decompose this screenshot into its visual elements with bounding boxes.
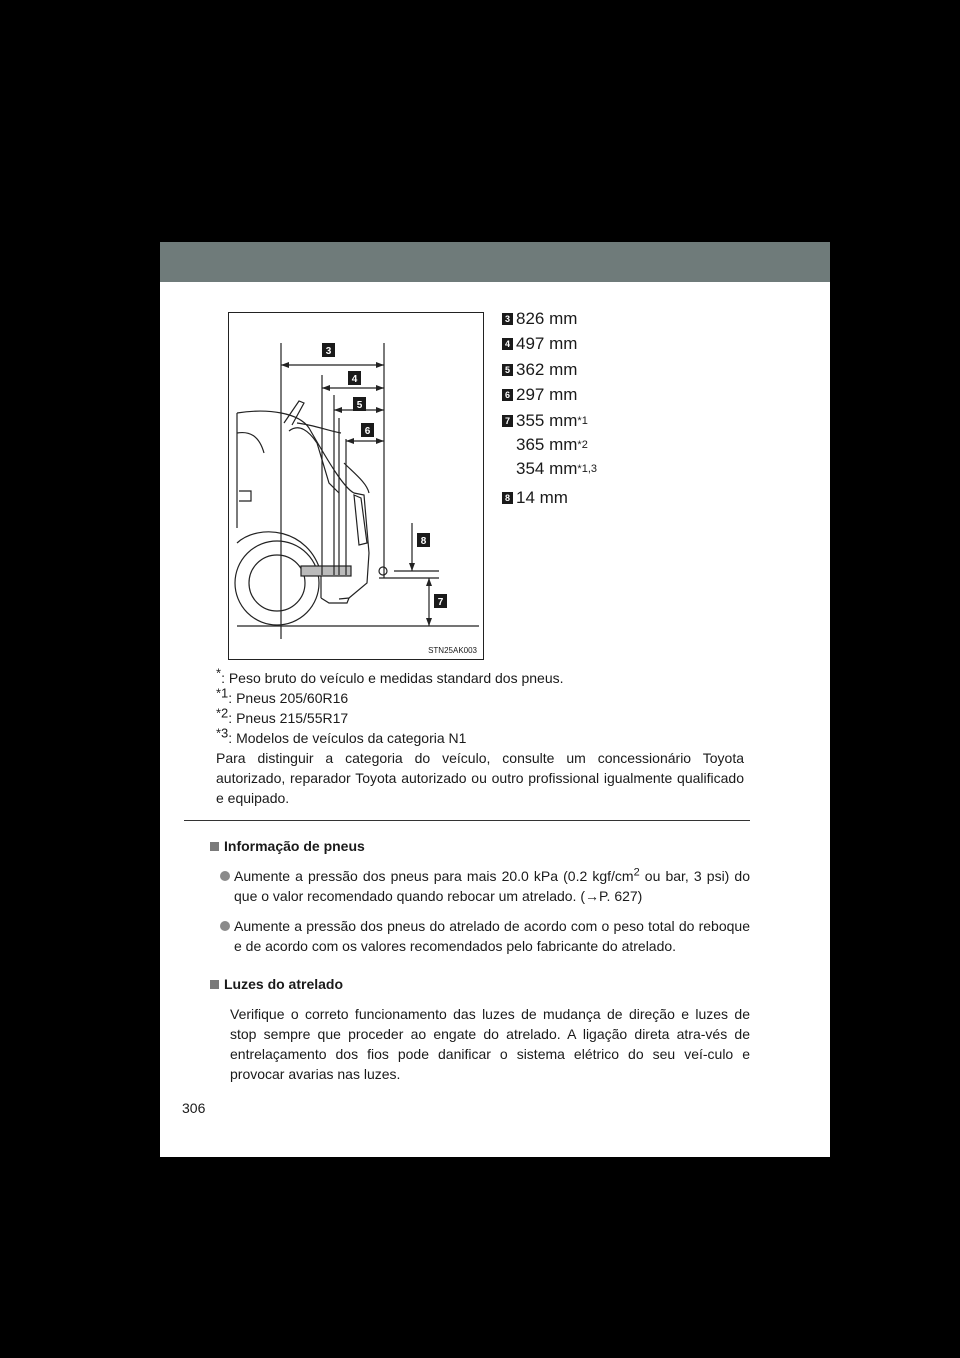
footnote-2: $^{*2}$: Pneus 215/55R17	[216, 705, 349, 726]
measurement-7c: 354 mm *1,3	[516, 459, 597, 478]
page-number: 306	[182, 1100, 206, 1116]
tow-hitch	[301, 566, 351, 576]
number-badge: 4	[502, 338, 513, 350]
figure-code: STN25AK003	[428, 646, 477, 655]
spoiler	[284, 401, 304, 425]
measurement-value: 365 mm	[516, 435, 578, 454]
measurement-value: 297 mm	[516, 385, 578, 404]
vehicle-rear-drawing	[229, 313, 483, 659]
section-tyre-info	[210, 836, 750, 956]
measurement-3	[502, 308, 577, 330]
footnotes	[216, 665, 744, 808]
header-bar	[160, 242, 830, 282]
bullet-item: Aumente a pressão dos pneus do atrelado de acordo com o peso total do reboque e de acordo com os valores recomendados pelo fabricante do atrelado.	[210, 916, 750, 956]
measurement-7: 7 355 mm *1	[502, 410, 588, 432]
measurement-value: 497 mm	[516, 334, 578, 353]
measurement-8	[502, 487, 568, 509]
footnote-1: $^{*1}$: Pneus 205/60R16	[216, 685, 349, 706]
section-heading: Luzes do atrelado	[210, 974, 750, 994]
manual-page	[160, 242, 830, 1157]
measurement-value: 355 mm	[516, 411, 578, 430]
measurement-value: 826 mm	[516, 309, 578, 328]
measurement-4	[502, 333, 577, 355]
number-badge: 8	[502, 492, 513, 504]
section-divider	[184, 820, 750, 821]
callout-6: 6	[364, 426, 371, 437]
measurement-6	[502, 384, 577, 406]
footnote-3: $^{*3}$: Modelos de veículos da categoria N1	[216, 725, 467, 746]
number-badge: 7	[502, 415, 513, 427]
measurement-value: 362 mm	[516, 360, 578, 379]
bullet-item: Aumente a pressão dos pneus para mais 20.0 kPa (0.2 kgf/$cm^2$ ou bar, 3 psi) do que o valor recomendado quando rebocar um atrelado. (→P. 627)	[210, 866, 750, 906]
callout-8: 8	[420, 536, 427, 547]
trailer-lights-paragraph: Verifique o correto funcionamento das luzes de mudança de direção e luzes de stop sempre que proceder ao engate do atrelado. A ligação direta atra-vés de entrelaçamento dos fios pode danificar o sistema elétrico do seu veí-culo e provocar avarias nas luzes.	[230, 1006, 750, 1082]
round-bullet-icon	[220, 921, 230, 931]
vehicle-rear-diagram	[228, 312, 484, 660]
measurement-value: 354 mm	[516, 459, 578, 478]
callout-3: 3	[325, 346, 332, 357]
measurement-value: 14 mm	[516, 488, 568, 507]
round-bullet-icon	[220, 871, 230, 881]
number-badge: 5	[502, 364, 513, 376]
arrow-icon: →	[585, 888, 599, 904]
callout-4: 4	[351, 374, 358, 385]
number-badge: 6	[502, 389, 513, 401]
category-paragraph: Para distinguir a categoria do veículo, consulte um concessionário Toyota autorizado, reparador Toyota autorizado ou outro profissional igualmente qualificado e equipado.	[216, 750, 744, 806]
callout-5: 5	[356, 400, 363, 411]
square-bullet-icon	[210, 842, 219, 851]
measurement-5	[502, 359, 577, 381]
wheel	[235, 541, 319, 625]
measurement-7b: 365 mm *2	[516, 435, 588, 454]
footnote-0: *: Peso bruto do veículo e medidas standard dos pneus.	[216, 665, 564, 686]
callout-7: 7	[437, 597, 444, 608]
door-handle	[239, 491, 251, 501]
section-heading: Informação de pneus	[210, 836, 750, 856]
square-bullet-icon	[210, 980, 219, 989]
number-badge: 3	[502, 313, 513, 325]
section-trailer-lights	[210, 974, 750, 1084]
